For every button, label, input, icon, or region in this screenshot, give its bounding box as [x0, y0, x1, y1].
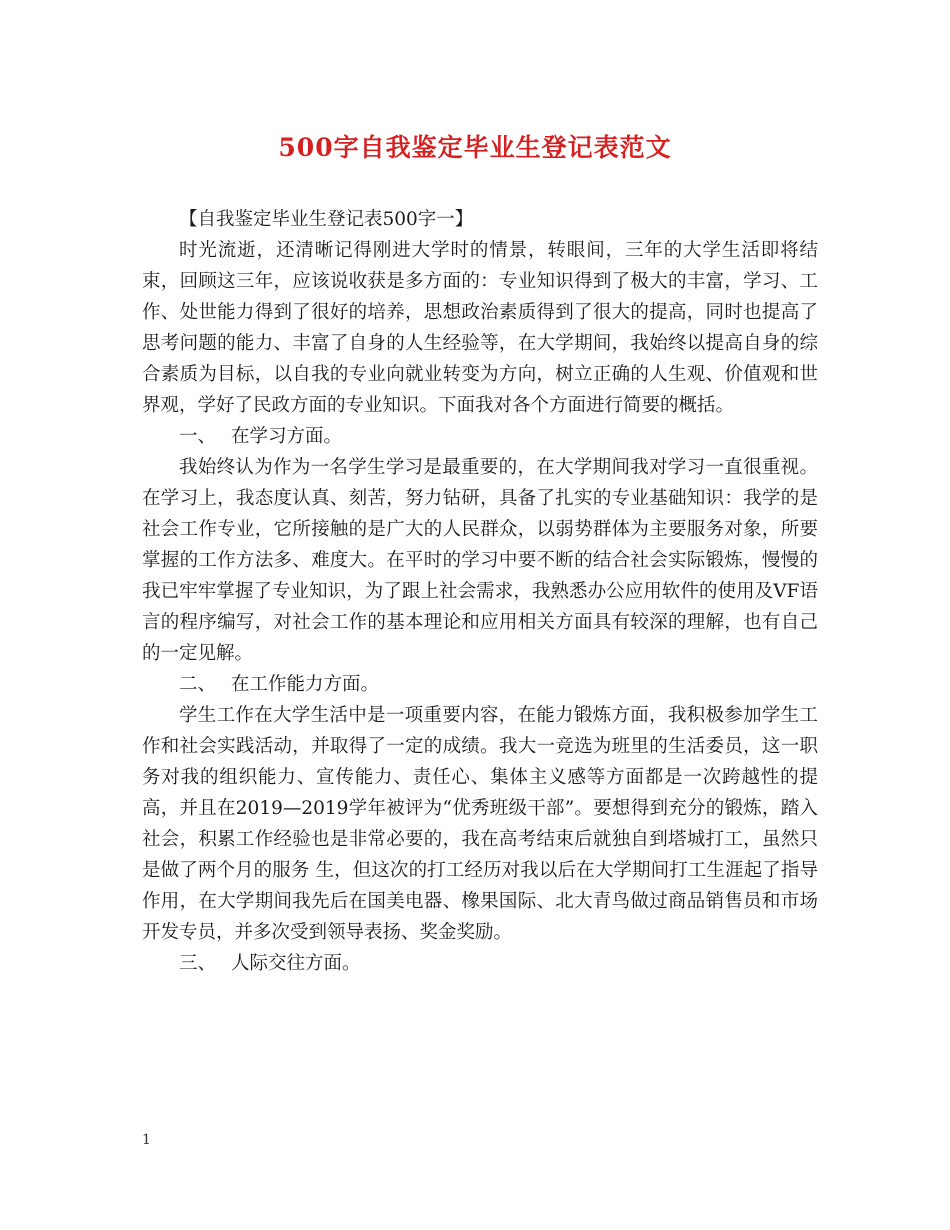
section-heading-text: 在工作能力方面。: [231, 674, 380, 695]
section-heading-social: [142, 948, 818, 979]
section-subtitle: 【自我鉴定毕业生登记表500字一】: [179, 209, 474, 230]
section-number: 三、: [179, 953, 217, 974]
section-paragraph-work: 学生工作在大学生活中是一项重要内容，在能力锻炼方面，我积极参加学生工作和社会实践活动，并取得了一定的成绩。我大一竞选为班里的生活委员，这一职务对我的组织能力、宣传能力、责任心、集体主义感等方面都是一次跨越性的提高，并且在2019—2019学年被评为“优秀班级干部”。要想得到充分的锻炼，踏入社会，积累工作经验也是非常必要的，我在高考结束后就独自到塔城打工，虽然只是做了两个月的服务 生，但这次的打工经历对我以后在大学期间打工生涯起了指导作用，在大学期间我先后在国美电器、橡果国际、北大青鸟做过商品销售员和市场开发专员，并多次受到领导表扬、奖金奖励。: [142, 705, 818, 943]
section-number: 一、: [179, 426, 217, 447]
section-heading-study: [142, 421, 818, 452]
section-heading-text: 在学习方面。: [231, 426, 343, 447]
section-paragraph-study: 我始终认为作为一名学生学习是最重要的，在大学期间我对学习一直很重视。在学习上，我态度认真、刻苦，努力钻研，具备了扎实的专业基础知识：我学的是社会工作专业，它所接触的是广大的人民群众，以弱势群体为主要服务对象，所要掌握的工作方法多、难度大。在平时的学习中要不断的结合社会实际锻炼，慢慢的我已牢牢掌握了专业知识，为了跟上社会需求，我熟悉办公应用软件的使用及VF语言的程序编写，对社会工作的基本理论和应用相关方面具有较深的理解，也有自己的一定见解。: [142, 457, 818, 664]
intro-paragraph: 时光流逝，还清晰记得刚进大学时的情景，转眼间，三年的大学生活即将结束，回顾这三年，应该说收获是多方面的：专业知识得到了极大的丰富，学习、工作、处世能力得到了很好的培养，思想政治素质得到了很大的提高，同时也提高了思考问题的能力、丰富了自身的人生经验等，在大学期间，我始终以提高自身的综合素质为目标，以自我的专业向就业转变为方向，树立正确的人生观、价值观和世界观，学好了民政方面的专业知识。下面我对各个方面进行简要的概括。: [142, 240, 818, 416]
section-heading-text: 人际交往方面。: [231, 953, 361, 974]
document-title: 500字自我鉴定毕业生登记表范文: [278, 133, 672, 162]
document-body: [142, 204, 818, 979]
section-number: 二、: [179, 674, 217, 695]
section-heading-work: [142, 669, 818, 700]
page-number: 1: [142, 1132, 151, 1148]
